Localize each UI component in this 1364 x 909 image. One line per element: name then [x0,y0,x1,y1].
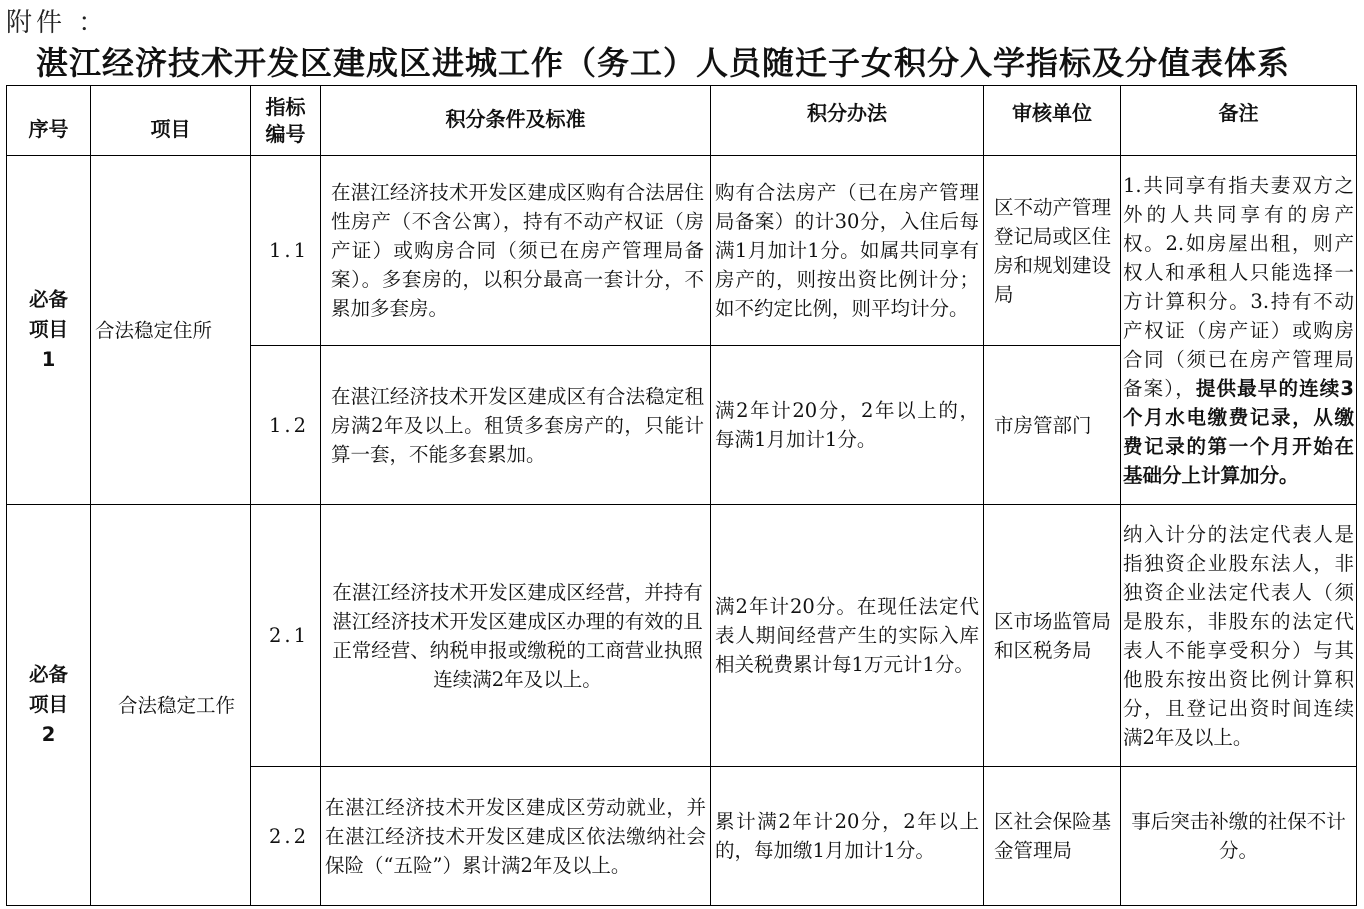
row-dept: 市房管部门 [984,346,1121,505]
row-remark: 事后突击补缴的社保不计分。 [1121,767,1357,906]
group-item: 合法稳定工作 [91,505,251,906]
table-row [7,505,1357,767]
group-seq: 必备项目1 [7,156,91,505]
row-code: 1.1 [251,156,321,346]
header-item: 项目 [91,86,251,156]
row-method: 购有合法房产（已在房产管理局备案）的计30分，入住后每满1月加计1分。如属共同享有房产的，则按出资比例计分；如不约定比例，则平均计分。 [711,156,984,346]
row-method: 满2年计20分。在现任法定代表人期间经营产生的实际入库相关税费累计每1万元计1分。 [711,505,984,767]
row-dept: 区社会保险基金管理局 [984,767,1121,906]
row-code: 2.2 [251,767,321,906]
row-dept: 区不动产管理登记局或区住房和规划建设局 [984,156,1121,346]
row-code: 2.1 [251,505,321,767]
header-seq: 序号 [7,86,91,156]
row-method: 满2年计20分，2年以上的，每满1月加计1分。 [711,346,984,505]
group-remark [1121,156,1357,505]
row-method: 累计满2年计20分，2年以上的，每加缴1月加计1分。 [711,767,984,906]
row-remark: 纳入计分的法定代表人是指独资企业股东法人，非独资企业法定代表人（须是股东，非股东的法定代表人不能享受积分）与其他股东按出资比例计算积分，且登记出资时间连续满2年及以上。 [1121,505,1357,767]
row-criteria: 在湛江经济技术开发区建成区购有合法居住性房产（不含公寓），持有不动产权证（房产证）或购房合同（须已在房产管理局备案）。多套房的，以积分最高一套计分，不累加多套房。 [321,156,711,346]
row-dept: 区市场监管局和区税务局 [984,505,1121,767]
header-dept: 审核单位 [984,86,1121,156]
points-table [6,85,1357,906]
row-criteria: 在湛江经济技术开发区建成区劳动就业，并在湛江经济技术开发区建成区依法缴纳社会保险（“五险”）累计满2年及以上。 [321,767,711,906]
row-criteria: 在湛江经济技术开发区建成区有合法稳定租房满2年及以上。租赁多套房产的，只能计算一套，不能多套累加。 [321,346,711,505]
group-seq: 必备项目2 [7,505,91,906]
remark-bold-text: 提供最早的连续3个月水电缴费记录，从缴费记录的第一个月开始在基础分上计算加分。 [1123,376,1354,487]
table-row [7,156,1357,346]
header-row [7,86,1357,156]
header-method: 积分办法 [711,86,984,156]
header-remark: 备注 [1121,86,1357,156]
remark-text: 1.共同享有指夫妻双方之外的人共同享有的房产权。2.如房屋出租，则产权人和承租人只能选择一方计算积分。3.持有不动产权证（房产证）或购房合同（须已在房产管理局备案）， [1123,173,1354,400]
attachment-label: 附件 ： [6,8,109,38]
header-criteria: 积分条件及标准 [321,86,711,156]
row-criteria: 在湛江经济技术开发区建成区经营，并持有湛江经济技术开发区建成区办理的有效的且正常经营、纳税申报或缴税的工商营业执照连续满2年及以上。 [321,505,711,767]
row-code: 1.2 [251,346,321,505]
group-item: 合法稳定住所 [91,156,251,505]
header-code: 指标编号 [251,86,321,156]
document-title: 湛江经济技术开发区建成区进城工作（务工）人员随迁子女积分入学指标及分值表体系 [36,44,1291,82]
